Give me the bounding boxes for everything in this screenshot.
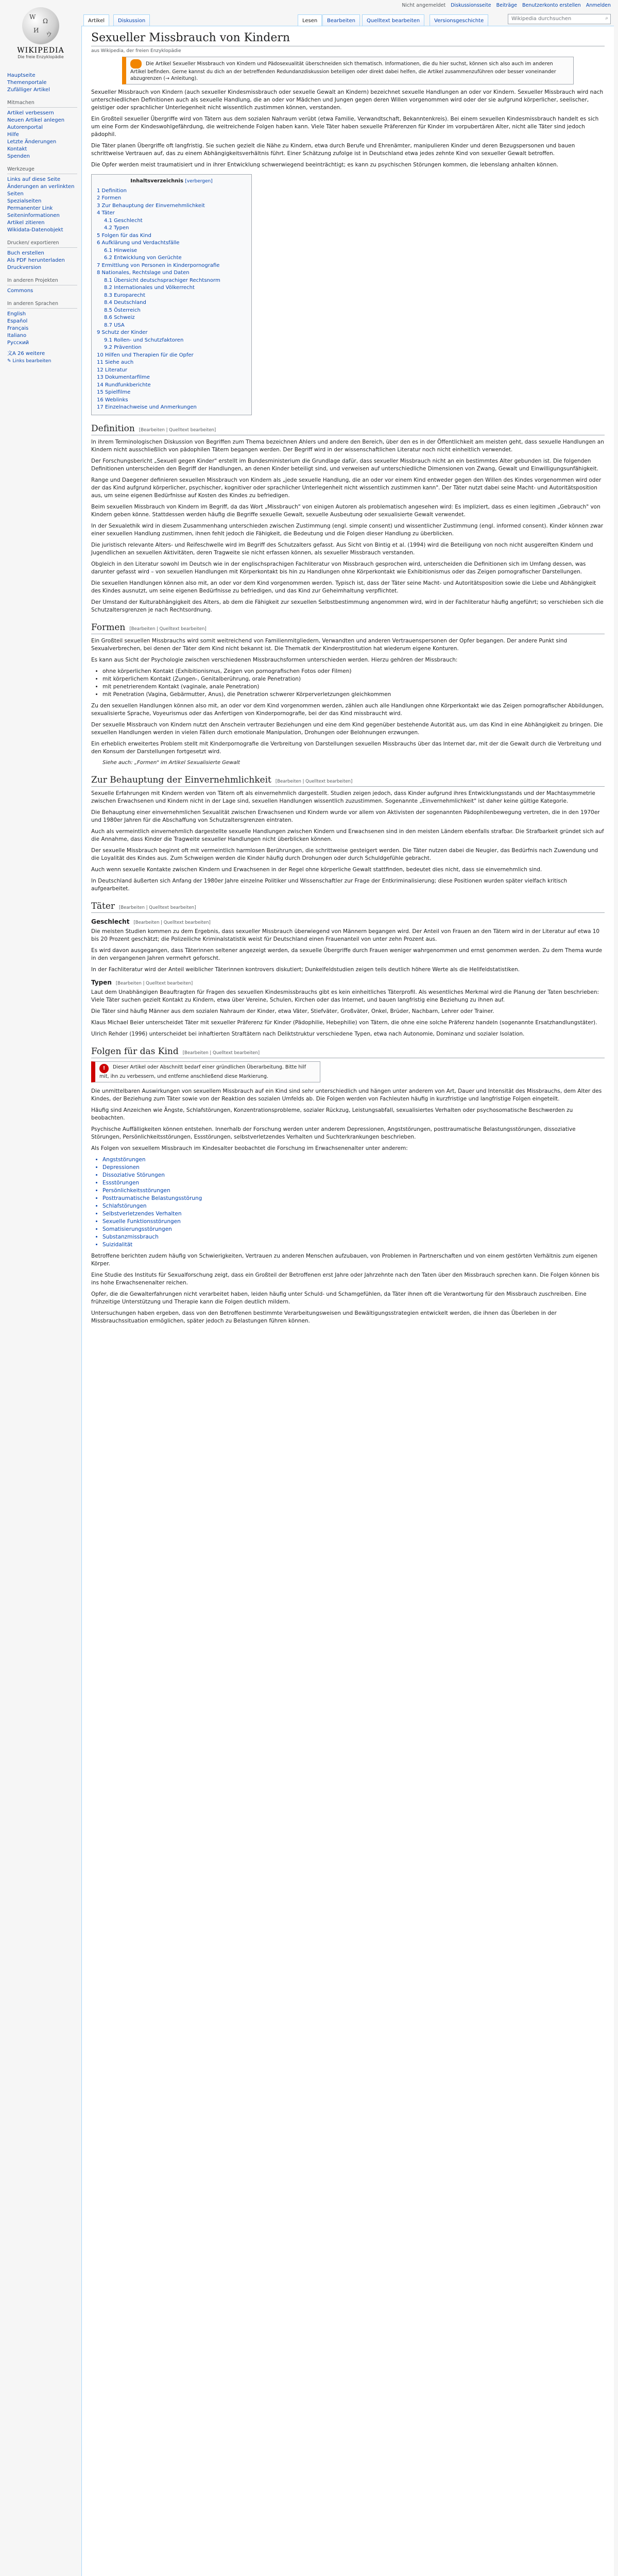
section-paragraph: Ulrich Rehder (1996) unterscheidet bei inhaftierten Straftätern nach Deliktstruktur verschiedene Typen, etwa nach Autonomie, Dominanz und sozialer Isolation. [91, 1030, 525, 1037]
mitmachen-heading: Mitmachen [7, 100, 77, 108]
sidebar-werkzeuge-link[interactable]: Links auf diese Seite [7, 177, 61, 182]
sprachen-heading: In anderen Sprachen [7, 301, 77, 309]
logo-tagline: Die freie Enzyklopädie [18, 55, 64, 59]
sidebar-werkzeuge-link[interactable]: Änderungen an verlinkten Seiten [7, 184, 75, 197]
section-paragraph: Beim sexuellen Missbrauch von Kindern im Begriff, da das Wort „Missbrauch" von einigen Autoren als problematisch angesehen wird: Es impliziert, dass es einen legitimen „Gebrauch" von Kindern geben könne. Stattdessen werden häufig die Begriffe sexuelle Gewalt, sexuelle Ausbeutung oder sexualisierte Gewalt verwendet. [91, 503, 600, 518]
section-paragraph: Ein Großteil sexuellen Missbrauchs wird somit weitreichend von Familienmitgliedern, Verwandten und anderen Vertrauenspersonen der Opfer begangen. Der andere Punkt sind Sexualverbrechen, bei denen der Täter dem Kind nicht bekannt ist. Die Thematik der Kinderprostitution hat wiederum eigene Konturen. [91, 637, 568, 652]
sidebar-mitmachen-link[interactable]: Artikel verbessern [7, 110, 54, 116]
section-paragraph: Es kann aus Sicht der Psychologie zwischen verschiedenen Missbrauchsformen unterschieden werden. Hierzu gehören der Missbrauch: [91, 656, 458, 663]
personal-tool-link[interactable]: Anmelden [586, 3, 611, 8]
sidebar-mitmachen-link[interactable]: Hilfe [7, 132, 19, 138]
page-subtitle: aus Wikipedia, der freien Enzyklopädie [91, 48, 181, 54]
toc-item[interactable]: 8.2 Internationales und Völkerrecht [104, 285, 195, 291]
sidebar-mitmachen-link[interactable]: Neuen Artikel anlegen [7, 117, 65, 123]
toc-item[interactable]: 11 Siehe auch [97, 360, 134, 365]
section-paragraph: Der Umstand der Kulturabhängigkeit des Alters, ab dem die Fähigkeit zur sexuellen Selbstbestimmung angenommen wird, wird in der Fachliteratur häufig angeführt; so verschieben sich die Schutzaltersgrenzen je nach Rechtsordnung. [91, 599, 604, 613]
section-paragraph: Eine Studie des Instituts für Sexualforschung zeigt, dass ein Großteil der Betroffenen erst Jahre oder Jahrzehnte nach den Taten über den Missbrauch sprechen kann. Die Folgen können bis ins hohe Erwachsenenalter reichen. [91, 1272, 599, 1286]
toc-item[interactable]: 5 Folgen für das Kind [97, 232, 151, 239]
section-paragraph: Klaus Michael Beier unterscheidet Täter mit sexueller Präferenz für Kinder (Pädophilie, Hebephilie) von Tätern, die ohne eine solche Präferenz handeln (sogenannte Ersatzhandlungstäter). [91, 1019, 597, 1026]
toc-item[interactable]: 8.7 USA [104, 322, 125, 328]
section-paragraph: Auch wenn sexuelle Kontakte zwischen Kindern und Erwachsenen in der Regel ohne körperliche Gewalt stattfinden, bedeutet dies nicht, dass sie einvernehmlich sind. [91, 866, 542, 873]
section-paragraph: Es wird davon ausgegangen, dass Täterinnen seltener angezeigt werden, da sexuelle Übergriffe durch Frauen weniger wahrgenommen und ernst genommen werden. Zu dem Thema wurde in den vergangenen Jahren vermehrt geforscht. [91, 947, 603, 961]
section-paragraph: Die meisten Studien kommen zu dem Ergebnis, dass sexueller Missbrauch überwiegend von Männern begangen wird. Der Anteil von Frauen an den Tätern wird in der Literatur auf etwa 10 bis 20 Prozent geschätzt; die Polizeiliche Kriminalstatistik weist für Deutschland einen Frauenanteil von unter zehn Prozent aus. [91, 928, 600, 942]
redundancy-notice: Die Artikel Sexueller Missbrauch von Kindern und Pädosexualität überschneiden sich thematisch. Informationen, die du hier suchst, können sich also auch im anderen Artikel befinden. Gerne kannst du dich an der betreffenden Redundanzdiskussion beteiligen oder direkt dabei helfen, die Artikel zusammenzuführen oder besser voneinander abzugrenzen (→ Anleitung). [122, 57, 574, 84]
section-paragraph: Als Folgen von sexuellem Missbrauch im Kindesalter beobachtet die Forschung im Erwachsenenalter unter anderem: [91, 1145, 408, 1151]
section-paragraph: Der sexuelle Missbrauch von Kindern nutzt den Anschein vertrauter Beziehungen und eine dem Kind gegenüber bestehende Autorität aus, um das Kind in eine Abhängigkeit zu bringen. Die sexuellen Handlungen werden in vielen Fällen durch emotionale Manipulation, Drohungen oder Belohnungen erzwungen. [91, 721, 603, 736]
wikipedia-logo[interactable] [0, 0, 81, 72]
list-item[interactable]: • Posttraumatische Belastungsstörung [102, 1195, 605, 1202]
list-item[interactable]: • Selbstverletzendes Verhalten [102, 1210, 605, 1218]
more-languages-button[interactable]: 文A 26 weitere [7, 351, 45, 357]
toc-item[interactable]: 12 Literatur [97, 367, 127, 373]
toc-item[interactable]: 4.2 Typen [104, 225, 129, 231]
tab-artikel[interactable]: Artikel [83, 14, 109, 26]
sidebar-werkzeuge-link[interactable]: Permanenter Link [7, 206, 53, 211]
tab-diskussion[interactable]: Diskussion [113, 14, 150, 26]
edit-section-link[interactable]: [Bearbeiten | Quelltext bearbeiten] [139, 427, 216, 433]
toc-item[interactable]: 8.1 Übersicht deutschsprachiger Rechtsnorm [104, 277, 220, 283]
sidebar-language-link[interactable]: English [7, 311, 26, 317]
speech-bubble-icon [130, 59, 142, 69]
projekte-portlet [0, 278, 81, 295]
list-item[interactable]: • Dissoziative Störungen [102, 1172, 605, 1179]
tab-bearbeiten[interactable]: Bearbeiten [322, 14, 360, 26]
edit-section-link[interactable]: [Bearbeiten | Quelltext bearbeiten] [115, 980, 193, 986]
toc-item[interactable]: 4.1 Geschlecht [104, 217, 143, 224]
sidebar-nav-link[interactable]: Zufälliger Artikel [7, 87, 50, 93]
list-item[interactable]: • Essstörungen [102, 1179, 605, 1187]
list-item[interactable]: • Somatisierungsstörungen [102, 1226, 605, 1233]
section-paragraph: Untersuchungen haben ergeben, dass von den Betroffenen bestimmte Verarbeitungsweisen und Bewältigungsstrategien entwickelt werden, die ihnen das Überleben in der Missbrauchssituation ermöglichen, später jedoch zu Belastungen führen können. [91, 1310, 557, 1324]
drucken-portlet [0, 240, 81, 272]
section-paragraph: Laut dem Unabhängigen Beauftragten für Fragen des sexuellen Kindesmissbrauchs gibt es kein einheitliches Täterprofil. Als wesentliches Merkmal wird die Planung der Taten beschrieben: Viele Täter suchen gezielt Kontakt zu Kindern, etwa über Vereine, Schulen, Kirchen oder das Internet, und bauen langfristig eine Beziehung zu ihnen auf. [91, 989, 599, 1003]
warning-icon: ! [99, 1064, 109, 1073]
section-paragraph: Opfer, die die Gewalterfahrungen nicht verarbeitet haben, leiden häufig unter Schuld- und Schamgefühlen, da Täter ihnen oft die Verantwortung für den Missbrauch zuschreiben. Eine frühzeitige Unterstützung und Therapie kann die Folgen deutlich mildern. [91, 1291, 587, 1305]
sidebar-language-link[interactable]: Español [7, 318, 28, 324]
section-paragraph: Zu den sexuellen Handlungen können also mit, an oder vor dem Kind vorgenommen werden, zählen auch alle Handlungen ohne Körperkontakt wie das Zeigen pornografischer Abbildungen, sexualisierte Sprache, Voyeurismus oder das Anfertigen von Kinderpornografie, bei der das Kind missbraucht wird. [91, 702, 604, 717]
logo-wordmark: WIKIPEDIA [17, 46, 64, 55]
toc-title: Inhaltsverzeichnis [verbergen] [130, 178, 213, 184]
personal-tools [397, 3, 611, 8]
section-paragraph: In Deutschland äußerten sich Anfang der 1980er Jahre einzelne Politiker und Wissenschaftler zur Frage der Entkriminalisierung; diese Positionen wurden später vielfach kritisch aufgearbeitet. [91, 877, 568, 892]
toc-item[interactable]: 3 Zur Behauptung der Einvernehmlichkeit [97, 202, 205, 209]
toc-item[interactable]: 6.2 Entwicklung von Gerüchte [104, 255, 182, 261]
list-item[interactable]: • Angststörungen [102, 1156, 605, 1164]
section-paragraph: Obgleich in den Literatur sowohl im Deutsch wie in der englischsprachigen Fachliteratur von Missbrauch gesprochen wird, unterscheiden die Definitionen sich im Umfang dessen, was darunter gefasst wird – von sexuellen Handlungen mit Körperkontakt bis hin zu Handlungen ohne Körperkontakt wie Exhibitionismus oder das Zeigen pornografischer Darstellungen. [91, 561, 586, 575]
tab-quelltext[interactable]: Quelltext bearbeiten [362, 14, 424, 26]
werkzeuge-portlet [0, 166, 81, 234]
section-paragraph: Betroffene berichten zudem häufig von Schwierigkeiten, Vertrauen zu anderen Menschen aufzubauen, von Problemen in Partnerschaften und von einem gestörten Verhältnis zum eigenen Körper. [91, 1252, 597, 1267]
sidebar [0, 0, 81, 2576]
sidebar-drucken-link[interactable]: Buch erstellen [7, 250, 44, 256]
section-heading-einvernehmlichkeit: Zur Behauptung der Einvernehmlichkeit [Bearbeiten | Quelltext bearbeiten] [91, 775, 605, 787]
section-paragraph: Die sexuellen Handlungen können also mit, an oder vor dem Kind vorgenommen werden. Typisch ist, dass der Täter seine Macht- und Autoritätsposition sowie die Liebe und Abhängigkeit des Kindes ausnutzt, um seine eigenen Bedürfnisse zu befriedigen, und das Kind zur Geheimhaltung verpflichtet. [91, 580, 596, 594]
sidebar-language-link[interactable]: Русский [7, 340, 29, 346]
intro-paragraph: Die Täter planen Übergriffe oft langfristig. Sie suchen gezielt die Nähe zu Kindern, etwa durch Berufe und Ehrenämter, manipulieren Kinder und deren Bezugspersonen und bauen schrittweise Vertrauen auf, das zu einem Abhängigkeitsverhältnis führt. Einer Schätzung zufolge ist in Deutschland etwa jedes zehnte Kind von sexueller Gewalt betroffen. [91, 143, 575, 157]
sidebar-werkzeuge-link[interactable]: Artikel zitieren [7, 220, 45, 226]
section-paragraph: Der sexuelle Missbrauch beginnt oft mit vermeintlich harmlosen Berührungen, die schrittweise gesteigert werden. Die Täter nutzen dabei die Neugier, das Bedürfnis nach Zuwendung und die Loyalität des Kindes aus. Zum Schweigen werden die Kinder häufig durch Drohungen oder durch Schuldgefühle gebracht. [91, 847, 598, 861]
toc-item[interactable]: 8 Nationales, Rechtslage und Daten [97, 270, 190, 276]
subsection-heading-typen: Typen [Bearbeiten | Quelltext bearbeiten] [91, 978, 193, 986]
toc-item[interactable]: 10 Hilfen und Therapien für die Opfer [97, 352, 194, 358]
toc-item[interactable]: 2 Formen [97, 195, 122, 201]
personal-tool-link[interactable]: Beiträge [496, 3, 517, 8]
section-heading-taeter: Täter [Bearbeiten | Quelltext bearbeiten] [91, 901, 605, 913]
sidebar-mitmachen-link[interactable]: Autorenportal [7, 125, 43, 130]
toc-item[interactable]: 14 Rundfunkberichte [97, 382, 151, 388]
mitmachen-portlet [0, 100, 81, 160]
section-paragraph: In der Sexualethik wird in diesem Zusammenhang unterschieden zwischen Zustimmung (engl. simple consent) und wissentlicher Zustimmung (engl. informed consent). Kinder können zwar einer sexuellen Handlung zustimmen, ihnen fehlt jedoch die Fähigkeit, die Bedeutung und die Folgen dieser Handlung zu überblicken. [91, 522, 604, 537]
personal-tool-link[interactable]: Benutzerkonto erstellen [522, 3, 581, 8]
section-heading-folgen: Folgen für das Kind [Bearbeiten | Quelltext bearbeiten] [91, 1046, 605, 1058]
sidebar-werkzeuge-link[interactable]: Spezialseiten [7, 198, 42, 204]
section-paragraph: Auch als vermeintlich einvernehmlich dargestellte sexuelle Handlungen zwischen Kindern und Erwachsenen sind in den meisten Ländern ebenfalls strafbar. Die Strafbarkeit gründet sich auf die Annahme, dass Kinder die Tragweite sexueller Handlungen nicht überblicken können. [91, 828, 604, 842]
section-heading-formen: Formen [Bearbeiten | Quelltext bearbeiten] [91, 622, 605, 634]
sidebar-drucken-link[interactable]: Druckversion [7, 265, 42, 270]
list-item[interactable]: • Schlafstörungen [102, 1202, 605, 1210]
list-item: • mit Penetration (Vagina, Gebärmutter, Anus), die Penetration schwerer Körperverletzungen gleichkommen [102, 691, 605, 699]
section-paragraph: Sexuelle Erfahrungen mit Kindern werden von Tätern oft als einvernehmlich dargestellt. Studien zeigen jedoch, dass Kinder aufgrund ihres Entwicklungsstands und der Machtasymmetrie zwischen Erwachsenen und Kindern nicht in der Lage sind, sexuellen Handlungen wissentlich zuzustimmen. Sogenannte „Einvernehmlichkeit" ist daher keine gültige Kategorie. [91, 790, 595, 804]
sidebar-werkzeuge-link[interactable]: Wikidata-Datenobjekt [7, 227, 63, 233]
edit-section-link[interactable]: [Bearbeiten | Quelltext bearbeiten] [275, 778, 353, 784]
toc-item[interactable]: 9.1 Rollen- und Schutzfaktoren [104, 337, 184, 343]
search-placeholder: Wikipedia durchsuchen [511, 16, 572, 22]
table-of-contents [91, 174, 252, 415]
intro-paragraph: Ein Großteil sexueller Übergriffe wird von Tätern aus dem sozialen Nahraum verübt (etwa Familie, Verwandtschaft, Bekanntenkreis). Bei einem sexuellen Kindesmissbrauch handelt es sich um eine Form der Kindeswohlgefährdung, die weitreichende Folgen haben kann. Viele Täter haben sexuelle Präferenzen für Kinder im vorpubertären Alter, nicht alle Täter sind jedoch pädophil. [91, 116, 599, 138]
edit-links-link[interactable]: ✎ Links bearbeiten [7, 359, 52, 364]
toc-item[interactable]: 16 Weblinks [97, 397, 128, 403]
personal-tool-link[interactable]: Diskussionsseite [451, 3, 491, 8]
maintenance-notice: ! Dieser Artikel oder Abschnitt bedarf einer gründlichen Überarbeitung. Bitte hilf mit, ihn zu verbessern, und entferne anschließend diese Markierung. [91, 1061, 320, 1082]
sidebar-mitmachen-link[interactable]: Letzte Änderungen [7, 139, 57, 145]
search-input[interactable] [508, 14, 611, 24]
sidebar-language-link[interactable]: Italiano [7, 333, 27, 338]
toc-item[interactable]: 8.5 Österreich [104, 307, 141, 313]
section-paragraph: Range und Daegener definieren sexuellen Missbrauch von Kindern als „jede sexuelle Handlung, die an oder vor einem Kind entweder gegen den Willen des Kindes vorgenommen wird oder der das Kind aufgrund körperlicher, psychischer, kognitiver oder sprachlicher Unterlegenheit nicht wissentlich zustimmen kann". Der Täter nutzt dabei seine Macht- und Autoritätsposition aus, um seine eigenen Bedürfnisse auf Kosten des Kindes zu befriedigen. [91, 477, 602, 499]
section-paragraph: In der Fachliteratur wird der Anteil weiblicher Täterinnen kontrovers diskutiert; Dunkelfeldstudien zeigen teils deutlich höhere Werte als die Hellfeldstatistiken. [91, 966, 520, 973]
list-item: • mit penetrierendem Kontakt (vaginale, anale Penetration) [102, 683, 605, 691]
tab-versionsgeschichte[interactable]: Versionsgeschichte [430, 14, 488, 26]
list-item[interactable]: • Substanzmissbrauch [102, 1233, 605, 1241]
see-also-note: Siehe auch: „Formen" im Artikel Sexualisierte Gewalt [102, 759, 241, 766]
toc-item[interactable]: 1 Definition [97, 188, 127, 194]
list-item[interactable]: • Depressionen [102, 1164, 605, 1172]
sidebar-language-link[interactable]: Français [7, 326, 29, 331]
toc-item[interactable]: 6 Aufklärung und Verdachtsfälle [97, 240, 180, 246]
toc-toggle-button[interactable]: [verbergen] [185, 179, 213, 184]
translate-icon: 文A [7, 351, 16, 357]
search-icon[interactable]: ⌕ [605, 15, 608, 21]
section-paragraph: Ein erheblich erweitertes Problem stellt mit Kinderpornografie die Verbreitung von Darstellungen sexuellen Missbrauchs über das Internet dar, mit der die Gewalt durch die Verbreitung und den Konsum der Darstellungen fortgesetzt wird. [91, 740, 602, 755]
article-content [81, 26, 614, 2576]
intro-paragraph: Die Opfer werden meist traumatisiert und in ihrer Entwicklung schwerwiegend beeinträchtigt; es kann zu psychischen Störungen kommen, die lebenslang anhalten können. [91, 162, 559, 168]
toc-item[interactable]: 17 Einzelnachweise und Anmerkungen [97, 404, 197, 410]
toc-item[interactable]: 8.3 Europarecht [104, 292, 146, 298]
list-item[interactable]: • Suizidalität [102, 1241, 605, 1249]
sidebar-drucken-link[interactable]: Als PDF herunterladen [7, 258, 65, 263]
section-paragraph: Die Täter sind häufig Männer aus dem sozialen Nahraum der Kinder, etwa Väter, Stiefväter, Großväter, Onkel, Brüder, Nachbarn, Lehrer oder Trainer. [91, 1008, 494, 1014]
sidebar-projekte-link[interactable]: Commons [7, 288, 33, 294]
subsection-heading-geschlecht: Geschlecht [Bearbeiten | Quelltext bearbeiten] [91, 918, 211, 925]
section-heading-definition: Definition [Bearbeiten | Quelltext bearbeiten] [91, 423, 605, 435]
section-paragraph: Die Behauptung einer einvernehmlichen Sexualität zwischen Erwachsenen und Kindern wurde vor allem von Aktivisten der sogenannten Pädophilenbewegung vertreten, die in den 1970er und 1980er Jahren für die Abschaffung von Schutzaltersgrenzen eintraten. [91, 809, 600, 823]
toc-item[interactable]: 9.2 Prävention [104, 345, 142, 350]
section-paragraph: Psychische Auffälligkeiten können entstehen. Innerhalb der Forschung werden unter anderem Depressionen, Angststörungen, posttraumatische Belastungsstörungen, dissoziative Störungen, Persönlichkeitsstörungen, Essstörungen, selbstverletzendes Verhalten und Suchterkrankungen beschrieben. [91, 1126, 576, 1140]
edit-section-link[interactable]: [Bearbeiten | Quelltext bearbeiten] [182, 1050, 260, 1056]
intro-paragraph: Sexueller Missbrauch von Kindern (auch sexueller Kindesmissbrauch oder sexuelle Gewalt an Kindern) bezeichnet sexuelle Handlungen an oder vor Kindern. Sexueller Missbrauch wird nach unterschiedlichen Definitionen auch als sexuelle Handlung, die an oder vor Mädchen und Jungen gegen deren Willen vorgenommen wird oder der sie aufgrund körperlicher, seelischer, geistiger oder sprachlicher Unterlegenheit nicht wissentlich zustimmen können, verstanden. [91, 89, 604, 111]
sidebar-werkzeuge-link[interactable]: Seiteninformationen [7, 213, 60, 218]
nav-portlet [0, 72, 81, 94]
drucken-heading: Drucken/ exportieren [7, 240, 77, 248]
toc-item[interactable]: 6.1 Hinweise [104, 247, 138, 253]
toc-item[interactable]: 9 Schutz der Kinder [97, 330, 148, 335]
section-paragraph: Die unmittelbaren Auswirkungen von sexuellem Missbrauch auf ein Kind sind sehr unterschiedlich und hängen unter anderem von Art, Dauer und Intensität des Missbrauchs, dem Alter des Kindes, der Beziehung zum Täter sowie von der Reaktion des sozialen Umfelds ab. Die Folgen werden von Fachleuten häufig in kurzfristige und langfristige Folgen eingeteilt. [91, 1088, 602, 1102]
pencil-icon: ✎ [7, 359, 11, 364]
toc-item[interactable]: 7 Ermittlung von Personen in Kinderpornografie [97, 262, 220, 268]
toc-item[interactable]: 8.6 Schweiz [104, 315, 135, 320]
personal-tool-link: Nicht angemeldet [402, 3, 446, 8]
edit-section-link[interactable]: [Bearbeiten | Quelltext bearbeiten] [119, 905, 196, 910]
sidebar-nav-link[interactable]: Themenportale [7, 80, 47, 86]
werkzeuge-heading: Werkzeuge [7, 166, 77, 174]
sidebar-nav-link[interactable]: Hauptseite [7, 73, 36, 78]
toc-item[interactable]: 8.4 Deutschland [104, 300, 146, 306]
edit-section-link[interactable]: [Bearbeiten | Quelltext bearbeiten] [129, 626, 207, 632]
toc-item[interactable]: 15 Spielfilme [97, 389, 131, 395]
sprachen-portlet [0, 301, 81, 364]
puzzle-globe-icon: W Ω И ウ [22, 7, 59, 44]
list-item: • mit körperlichem Kontakt (Zungen-, Genitalberührung, orale Penetration) [102, 675, 605, 683]
sidebar-mitmachen-link[interactable]: Kontakt [7, 146, 27, 152]
edit-section-link[interactable]: [Bearbeiten | Quelltext bearbeiten] [133, 920, 211, 925]
list-item[interactable]: • Persönlichkeitsstörungen [102, 1187, 605, 1195]
section-paragraph: In ihrem Terminologischen Diskussion von Begriffen zum Thema bezeichnen Ahlers und andere den Bereich, über den es in der Öffentlichkeit am meisten geht, dass sexuelle Handlungen an Kindern nicht ausschließlich von pädophilen Tätern begangen werden. Der Begriff wird in der wissenschaftlichen Literatur noch nicht einheitlich verwendet. [91, 438, 604, 453]
projekte-heading: In anderen Projekten [7, 278, 77, 285]
section-paragraph: Die juristisch relevante Alters- und Reifeschwelle wird im Begriff des Schutzalters gefasst. Aus Sicht von Bintig et al. (1994) wird die Beteiligung von noch nicht ausgereiften Kindern und Jugendlichen an sexuellen Aktivitäten, deren Tragweite sie nicht erfassen können, als sexueller Missbrauch verstanden. [91, 541, 593, 556]
section-paragraph: Der Forschungsbericht „Sexuell gegen Kinder" erstellt im Bundesministerium die Grundlage dafür, dass sexueller Missbrauch nicht an ein bestimmtes Alter gebunden ist. Die folgenden Definitionen unterscheiden den Begriff der Handlungen, an denen Kinder beteiligt sind, und verweisen auf unterschiedliche Dimensionen von Zwang, Gewalt und Einwilligungsunfähigkeit. [91, 457, 598, 472]
toc-item[interactable]: 13 Dokumentarfilme [97, 375, 150, 380]
section-paragraph: Häufig sind Anzeichen wie Ängste, Schlafstörungen, Konzentrationsprobleme, sozialer Rückzug, Leistungsabfall, sexualisiertes Verhalten oder psychosomatische Beschwerden zu beobachten. [91, 1107, 573, 1121]
sidebar-mitmachen-link[interactable]: Spenden [7, 154, 30, 159]
tab-lesen[interactable]: Lesen [298, 14, 322, 26]
list-item: • ohne körperlichen Kontakt (Exhibitionismus, Zeigen von pornografischen Fotos oder Filmen) [102, 668, 605, 675]
list-item[interactable]: • Sexuelle Funktionsstörungen [102, 1218, 605, 1226]
page-title: Sexueller Missbrauch von Kindern [91, 31, 605, 46]
toc-item[interactable]: 4 Täter [97, 210, 115, 216]
